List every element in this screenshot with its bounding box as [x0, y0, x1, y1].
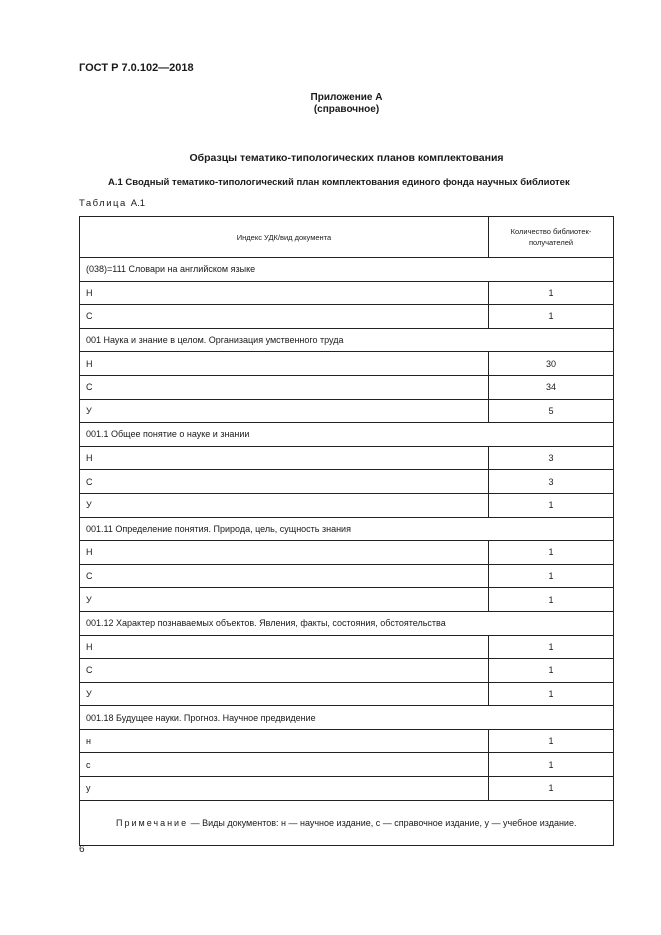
- table-group-row: [80, 706, 614, 730]
- table-row: [80, 729, 614, 753]
- doc-type-code: С: [80, 375, 489, 399]
- doc-type-code: Н: [80, 541, 489, 565]
- doc-type-code: У: [80, 399, 489, 423]
- table-row: [80, 588, 614, 612]
- group-title: 001.11 Определение понятия. Природа, цель, сущность знания: [80, 517, 614, 541]
- library-count: 1: [489, 564, 614, 588]
- library-count: 1: [489, 777, 614, 801]
- library-count: 34: [489, 375, 614, 399]
- table-note: [80, 800, 614, 845]
- table-row: [80, 470, 614, 494]
- doc-type-code: У: [80, 493, 489, 517]
- library-count: 5: [489, 399, 614, 423]
- table-group-row: [80, 423, 614, 447]
- note-text: — Виды документов: н — научное издание, с — справочное издание, у — учебное издание.: [190, 817, 577, 828]
- library-count: 1: [489, 729, 614, 753]
- table-group-row: [80, 258, 614, 282]
- table-row: [80, 635, 614, 659]
- subsection-title: А.1 Сводный тематико-типологический план комплектования единого фонда научных библиотек: [108, 177, 570, 188]
- header-index: Индекс УДК/вид документа: [80, 217, 489, 258]
- group-title: 001 Наука и знание в целом. Организация умственного труда: [80, 328, 614, 352]
- table-row: [80, 659, 614, 683]
- group-title: 001.1 Общее понятие о науке и знании: [80, 423, 614, 447]
- table-row: [80, 493, 614, 517]
- group-title: 001.12 Характер познаваемых объектов. Явления, факты, состояния, обстоятельства: [80, 611, 614, 635]
- appendix-heading: [0, 92, 661, 116]
- library-count: 1: [489, 305, 614, 329]
- table-label: [79, 198, 145, 209]
- plan-table: [79, 216, 614, 846]
- table-row: [80, 541, 614, 565]
- header-count: Количество библиотек-получателей: [489, 217, 614, 258]
- table-row: [80, 399, 614, 423]
- library-count: 1: [489, 281, 614, 305]
- table-note-row: [80, 800, 614, 845]
- doc-type-code: С: [80, 564, 489, 588]
- library-count: 30: [489, 352, 614, 376]
- table-group-row: [80, 611, 614, 635]
- library-count: 3: [489, 470, 614, 494]
- table-label-number: А.1: [130, 198, 146, 209]
- section-title: Образцы тематико-типологических планов комплектования: [189, 152, 504, 164]
- doc-type-code: У: [80, 682, 489, 706]
- library-count: 3: [489, 446, 614, 470]
- library-count: 1: [489, 753, 614, 777]
- table-row: [80, 682, 614, 706]
- library-count: 1: [489, 682, 614, 706]
- library-count: 1: [489, 541, 614, 565]
- table-header-row: [80, 217, 614, 258]
- table-row: [80, 281, 614, 305]
- plan-table-body: [80, 217, 614, 846]
- doc-type-code: Н: [80, 635, 489, 659]
- group-title: 001.18 Будущее науки. Прогноз. Научное предвидение: [80, 706, 614, 730]
- appendix-title: Приложение А: [310, 92, 383, 103]
- doc-type-code: С: [80, 305, 489, 329]
- doc-type-code: У: [80, 588, 489, 612]
- library-count: 1: [489, 493, 614, 517]
- doc-type-code: Н: [80, 352, 489, 376]
- table-row: [80, 305, 614, 329]
- table-label-word: Таблица: [79, 198, 127, 209]
- table-row: [80, 352, 614, 376]
- table-row: [80, 446, 614, 470]
- doc-type-code: у: [80, 777, 489, 801]
- table-row: [80, 753, 614, 777]
- appendix-type: (справочное): [313, 104, 380, 115]
- doc-type-code: Н: [80, 281, 489, 305]
- page-number: 6: [79, 844, 85, 855]
- doc-type-code: Н: [80, 446, 489, 470]
- library-count: 1: [489, 659, 614, 683]
- standard-designation: ГОСТ Р 7.0.102—2018: [79, 62, 194, 74]
- library-count: 1: [489, 635, 614, 659]
- table-row: [80, 777, 614, 801]
- table-row: [80, 375, 614, 399]
- table-row: [80, 564, 614, 588]
- doc-type-code: н: [80, 729, 489, 753]
- doc-type-code: с: [80, 753, 489, 777]
- group-title: (038)=111 Словари на английском языке: [80, 258, 614, 282]
- note-label: Примечание: [116, 817, 189, 828]
- table-group-row: [80, 517, 614, 541]
- doc-type-code: С: [80, 659, 489, 683]
- library-count: 1: [489, 588, 614, 612]
- doc-type-code: С: [80, 470, 489, 494]
- table-group-row: [80, 328, 614, 352]
